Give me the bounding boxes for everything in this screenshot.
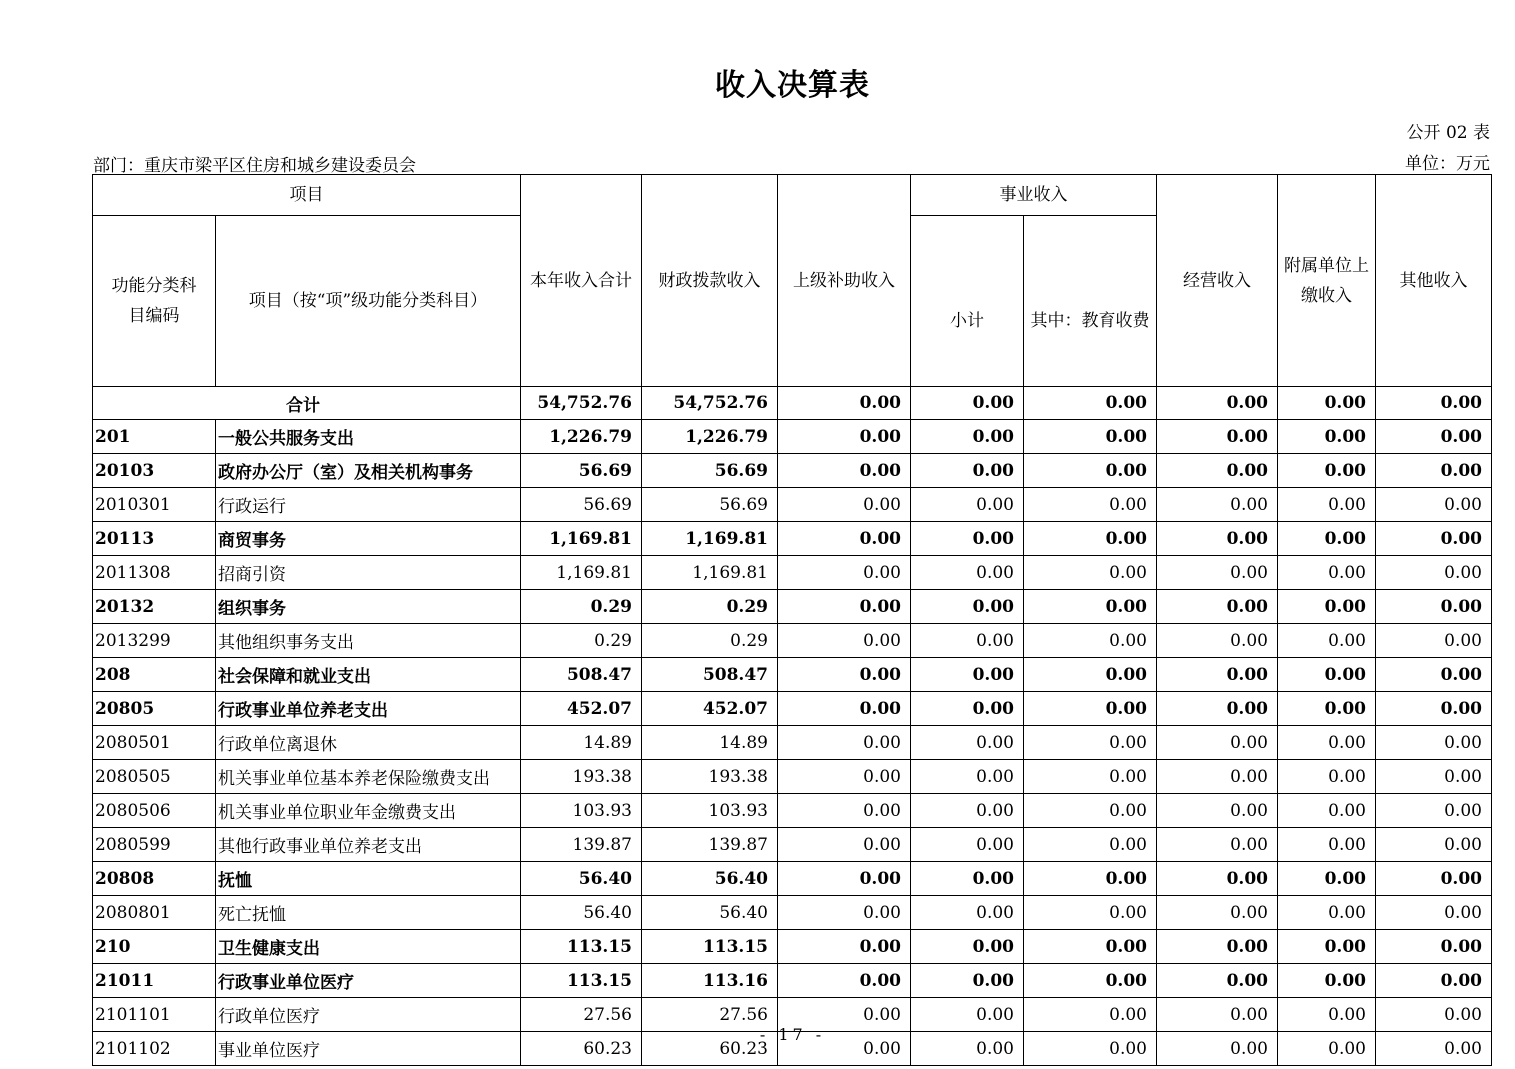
row-value: 0.00 (911, 760, 1024, 794)
row-value: 0.00 (778, 896, 911, 930)
header-operating: 经营收入 (1157, 175, 1278, 387)
table-row (93, 692, 1492, 726)
row-value: 113.16 (642, 964, 778, 998)
row-name: 组织事务 (216, 590, 521, 624)
row-value: 0.00 (1278, 624, 1376, 658)
row-value: 0.00 (911, 420, 1024, 454)
header-fiscal: 财政拨款收入 (642, 175, 778, 387)
row-code: 208 (93, 658, 216, 692)
table-row (93, 862, 1492, 896)
row-value: 139.87 (642, 828, 778, 862)
row-value: 0.00 (911, 556, 1024, 590)
row-value: 0.00 (1157, 964, 1278, 998)
row-code: 2080505 (93, 760, 216, 794)
row-value: 0.00 (911, 658, 1024, 692)
row-value: 0.00 (1024, 590, 1157, 624)
row-value: 0.00 (1278, 828, 1376, 862)
row-value: 193.38 (521, 760, 642, 794)
row-value: 0.29 (642, 624, 778, 658)
table-row (93, 420, 1492, 454)
row-value: 0.00 (1376, 488, 1492, 522)
total-value: 0.00 (778, 387, 911, 420)
header-subtotal: 小计 (911, 216, 1024, 387)
row-value: 0.00 (1024, 930, 1157, 964)
header-code-text: 功能分类科目编码 (111, 276, 197, 326)
row-value: 0.00 (1278, 794, 1376, 828)
row-value: 0.00 (1024, 862, 1157, 896)
row-value: 27.56 (521, 998, 642, 1032)
header-total: 本年收入合计 (521, 175, 642, 387)
row-value: 0.00 (1157, 658, 1278, 692)
row-name: 机关事业单位基本养老保险缴费支出 (216, 760, 521, 794)
row-value: 0.00 (1024, 624, 1157, 658)
row-value: 508.47 (642, 658, 778, 692)
table-row (93, 930, 1492, 964)
row-value: 103.93 (642, 794, 778, 828)
row-value: 0.00 (911, 828, 1024, 862)
table-row (93, 964, 1492, 998)
row-name: 事业单位医疗 (216, 1032, 521, 1066)
row-value: 0.00 (1024, 1032, 1157, 1066)
form-number: 公开 02 表 (1406, 123, 1490, 143)
row-value: 0.00 (911, 692, 1024, 726)
row-value: 0.00 (1024, 692, 1157, 726)
row-value: 0.00 (778, 964, 911, 998)
row-code: 21011 (93, 964, 216, 998)
table-row (93, 454, 1492, 488)
row-value: 0.00 (1157, 454, 1278, 488)
table-row (93, 896, 1492, 930)
row-value: 0.00 (1024, 964, 1157, 998)
row-value: 0.00 (1278, 930, 1376, 964)
row-value: 0.00 (1278, 454, 1376, 488)
row-value: 0.00 (1024, 454, 1157, 488)
row-value: 0.00 (778, 692, 911, 726)
header-project: 项目 (93, 175, 521, 216)
row-value: 0.00 (1024, 420, 1157, 454)
row-value: 0.00 (1278, 760, 1376, 794)
row-value: 0.00 (1278, 658, 1376, 692)
row-value: 113.15 (642, 930, 778, 964)
row-value: 0.00 (1024, 658, 1157, 692)
row-name: 卫生健康支出 (216, 930, 521, 964)
total-value: 0.00 (1157, 387, 1278, 420)
row-value: 0.00 (1024, 522, 1157, 556)
row-value: 0.00 (1157, 624, 1278, 658)
row-value: 56.40 (642, 862, 778, 896)
row-value: 14.89 (642, 726, 778, 760)
table-row (93, 726, 1492, 760)
total-value: 54,752.76 (521, 387, 642, 420)
row-name: 行政运行 (216, 488, 521, 522)
row-value: 0.00 (911, 488, 1024, 522)
row-name: 其他行政事业单位养老支出 (216, 828, 521, 862)
row-value: 508.47 (521, 658, 642, 692)
row-name: 其他组织事务支出 (216, 624, 521, 658)
row-code: 20132 (93, 590, 216, 624)
row-value: 0.00 (778, 590, 911, 624)
row-value: 0.00 (1376, 726, 1492, 760)
table-row (93, 556, 1492, 590)
row-value: 0.00 (1376, 522, 1492, 556)
row-value: 0.00 (1024, 488, 1157, 522)
row-name: 行政事业单位医疗 (216, 964, 521, 998)
row-value: 0.00 (911, 794, 1024, 828)
row-value: 0.00 (911, 726, 1024, 760)
row-value: 113.15 (521, 930, 642, 964)
row-value: 0.00 (1376, 964, 1492, 998)
row-code: 201 (93, 420, 216, 454)
row-value: 0.00 (911, 862, 1024, 896)
row-name: 商贸事务 (216, 522, 521, 556)
table-row (93, 488, 1492, 522)
row-value: 0.00 (1157, 760, 1278, 794)
row-value: 0.00 (1157, 794, 1278, 828)
row-value: 0.00 (1376, 658, 1492, 692)
row-value: 60.23 (642, 1032, 778, 1066)
row-code: 2080801 (93, 896, 216, 930)
row-name: 行政单位离退休 (216, 726, 521, 760)
row-name: 行政事业单位养老支出 (216, 692, 521, 726)
row-name: 机关事业单位职业年金缴费支出 (216, 794, 521, 828)
row-code: 2080599 (93, 828, 216, 862)
row-value: 0.00 (1024, 760, 1157, 794)
header-superior: 上级补助收入 (778, 175, 911, 387)
row-value: 60.23 (521, 1032, 642, 1066)
row-value: 0.00 (1376, 930, 1492, 964)
row-value: 0.00 (1157, 930, 1278, 964)
header-code (93, 216, 216, 387)
department-label: 部门：重庆市梁平区住房和城乡建设委员会 (93, 156, 416, 176)
row-name: 政府办公厅（室）及相关机构事务 (216, 454, 521, 488)
row-value: 0.00 (1376, 828, 1492, 862)
row-value: 0.00 (1278, 896, 1376, 930)
row-name: 招商引资 (216, 556, 521, 590)
row-value: 0.00 (1157, 726, 1278, 760)
row-value: 452.07 (521, 692, 642, 726)
row-value: 0.00 (1278, 522, 1376, 556)
row-code: 2101101 (93, 998, 216, 1032)
row-value: 0.00 (1157, 896, 1278, 930)
total-value: 0.00 (1278, 387, 1376, 420)
income-table (92, 174, 1492, 1066)
row-value: 0.00 (1024, 726, 1157, 760)
row-value: 0.00 (911, 964, 1024, 998)
row-value: 0.00 (1376, 624, 1492, 658)
row-value: 0.00 (1157, 692, 1278, 726)
table-row (93, 828, 1492, 862)
row-value: 0.00 (1024, 998, 1157, 1032)
header-affiliated (1278, 175, 1376, 387)
row-value: 56.69 (521, 454, 642, 488)
total-value: 0.00 (1024, 387, 1157, 420)
page-title: 收入决算表 (715, 68, 870, 103)
row-name: 一般公共服务支出 (216, 420, 521, 454)
row-code: 2010301 (93, 488, 216, 522)
row-value: 0.00 (1278, 862, 1376, 896)
row-code: 210 (93, 930, 216, 964)
total-value: 54,752.76 (642, 387, 778, 420)
row-code: 2011308 (93, 556, 216, 590)
row-value: 0.00 (1376, 896, 1492, 930)
table-row (93, 794, 1492, 828)
row-value: 0.00 (911, 998, 1024, 1032)
row-value: 0.00 (911, 522, 1024, 556)
row-name: 行政单位医疗 (216, 998, 521, 1032)
row-value: 0.00 (778, 658, 911, 692)
row-value: 0.00 (778, 1032, 911, 1066)
row-value: 0.00 (1278, 420, 1376, 454)
row-value: 193.38 (642, 760, 778, 794)
row-value: 56.40 (642, 896, 778, 930)
row-value: 14.89 (521, 726, 642, 760)
row-code: 2013299 (93, 624, 216, 658)
row-value: 0.00 (1376, 556, 1492, 590)
table-row (93, 590, 1492, 624)
row-value: 0.00 (778, 488, 911, 522)
row-value: 56.69 (521, 488, 642, 522)
row-value: 0.00 (911, 1032, 1024, 1066)
row-value: 452.07 (642, 692, 778, 726)
row-value: 0.00 (1376, 862, 1492, 896)
table-row (93, 624, 1492, 658)
row-value: 0.00 (1024, 896, 1157, 930)
header-other: 其他收入 (1376, 175, 1492, 387)
row-value: 0.00 (778, 998, 911, 1032)
header-name: 项目（按“项”级功能分类科目） (216, 216, 521, 387)
row-name: 社会保障和就业支出 (216, 658, 521, 692)
row-value: 0.00 (911, 896, 1024, 930)
row-value: 0.00 (1376, 794, 1492, 828)
row-value: 0.00 (778, 454, 911, 488)
row-value: 56.40 (521, 862, 642, 896)
row-value: 0.00 (1157, 420, 1278, 454)
row-value: 0.00 (778, 862, 911, 896)
row-value: 0.00 (1024, 556, 1157, 590)
row-value: 0.00 (1024, 794, 1157, 828)
row-value: 0.00 (1376, 998, 1492, 1032)
row-value: 0.00 (1157, 828, 1278, 862)
row-value: 1,169.81 (642, 522, 778, 556)
row-code: 2101102 (93, 1032, 216, 1066)
row-value: 0.00 (1278, 726, 1376, 760)
total-value: 0.00 (1376, 387, 1492, 420)
row-code: 20113 (93, 522, 216, 556)
row-value: 0.00 (1157, 488, 1278, 522)
row-value: 0.00 (1024, 828, 1157, 862)
unit-label: 单位：万元 (1405, 154, 1490, 174)
row-value: 0.00 (778, 522, 911, 556)
row-value: 0.00 (778, 726, 911, 760)
row-value: 0.00 (778, 420, 911, 454)
row-value: 0.00 (911, 624, 1024, 658)
row-value: 0.00 (1157, 998, 1278, 1032)
row-value: 0.00 (1157, 1032, 1278, 1066)
table-row (93, 760, 1492, 794)
row-value: 56.40 (521, 896, 642, 930)
row-value: 0.00 (778, 760, 911, 794)
row-value: 103.93 (521, 794, 642, 828)
row-value: 0.00 (1157, 522, 1278, 556)
page-number: - 17 - (759, 1025, 826, 1044)
row-value: 1,169.81 (521, 522, 642, 556)
table-row (93, 522, 1492, 556)
header-education: 其中：教育收费 (1024, 216, 1157, 387)
row-value: 0.00 (1278, 964, 1376, 998)
row-value: 56.69 (642, 454, 778, 488)
header-career: 事业收入 (911, 175, 1157, 216)
row-value: 0.00 (1157, 556, 1278, 590)
row-value: 0.29 (521, 624, 642, 658)
row-value: 0.00 (1278, 556, 1376, 590)
total-label: 合计 (93, 387, 521, 420)
row-value: 0.00 (1278, 692, 1376, 726)
row-value: 0.00 (1376, 420, 1492, 454)
row-name: 死亡抚恤 (216, 896, 521, 930)
row-value: 0.00 (1157, 590, 1278, 624)
total-value: 0.00 (911, 387, 1024, 420)
row-name: 抚恤 (216, 862, 521, 896)
row-code: 2080506 (93, 794, 216, 828)
row-value: 0.00 (1376, 692, 1492, 726)
row-value: 0.00 (778, 794, 911, 828)
row-value: 0.00 (1376, 1032, 1492, 1066)
row-value: 0.00 (1376, 590, 1492, 624)
row-code: 20805 (93, 692, 216, 726)
header-affiliated-text: 附属单位上缴收入 (1284, 255, 1369, 306)
row-code: 2080501 (93, 726, 216, 760)
row-value: 0.00 (1278, 488, 1376, 522)
row-code: 20103 (93, 454, 216, 488)
table-row (93, 658, 1492, 692)
row-value: 0.00 (1376, 454, 1492, 488)
row-value: 0.00 (1376, 760, 1492, 794)
row-value: 0.00 (1278, 998, 1376, 1032)
row-value: 27.56 (642, 998, 778, 1032)
row-value: 1,226.79 (521, 420, 642, 454)
row-value: 56.69 (642, 488, 778, 522)
row-code: 20808 (93, 862, 216, 896)
row-value: 0.00 (911, 590, 1024, 624)
row-value: 0.00 (911, 454, 1024, 488)
row-value: 0.00 (1278, 590, 1376, 624)
row-value: 0.00 (778, 556, 911, 590)
row-value: 0.00 (778, 624, 911, 658)
row-value: 1,169.81 (521, 556, 642, 590)
row-value: 0.00 (1157, 862, 1278, 896)
row-value: 113.15 (521, 964, 642, 998)
row-value: 0.00 (778, 930, 911, 964)
total-row (93, 387, 1492, 420)
row-value: 0.00 (778, 828, 911, 862)
row-value: 0.29 (642, 590, 778, 624)
row-value: 0.29 (521, 590, 642, 624)
row-value: 0.00 (911, 930, 1024, 964)
row-value: 0.00 (1278, 1032, 1376, 1066)
row-value: 1,169.81 (642, 556, 778, 590)
row-value: 1,226.79 (642, 420, 778, 454)
row-value: 139.87 (521, 828, 642, 862)
